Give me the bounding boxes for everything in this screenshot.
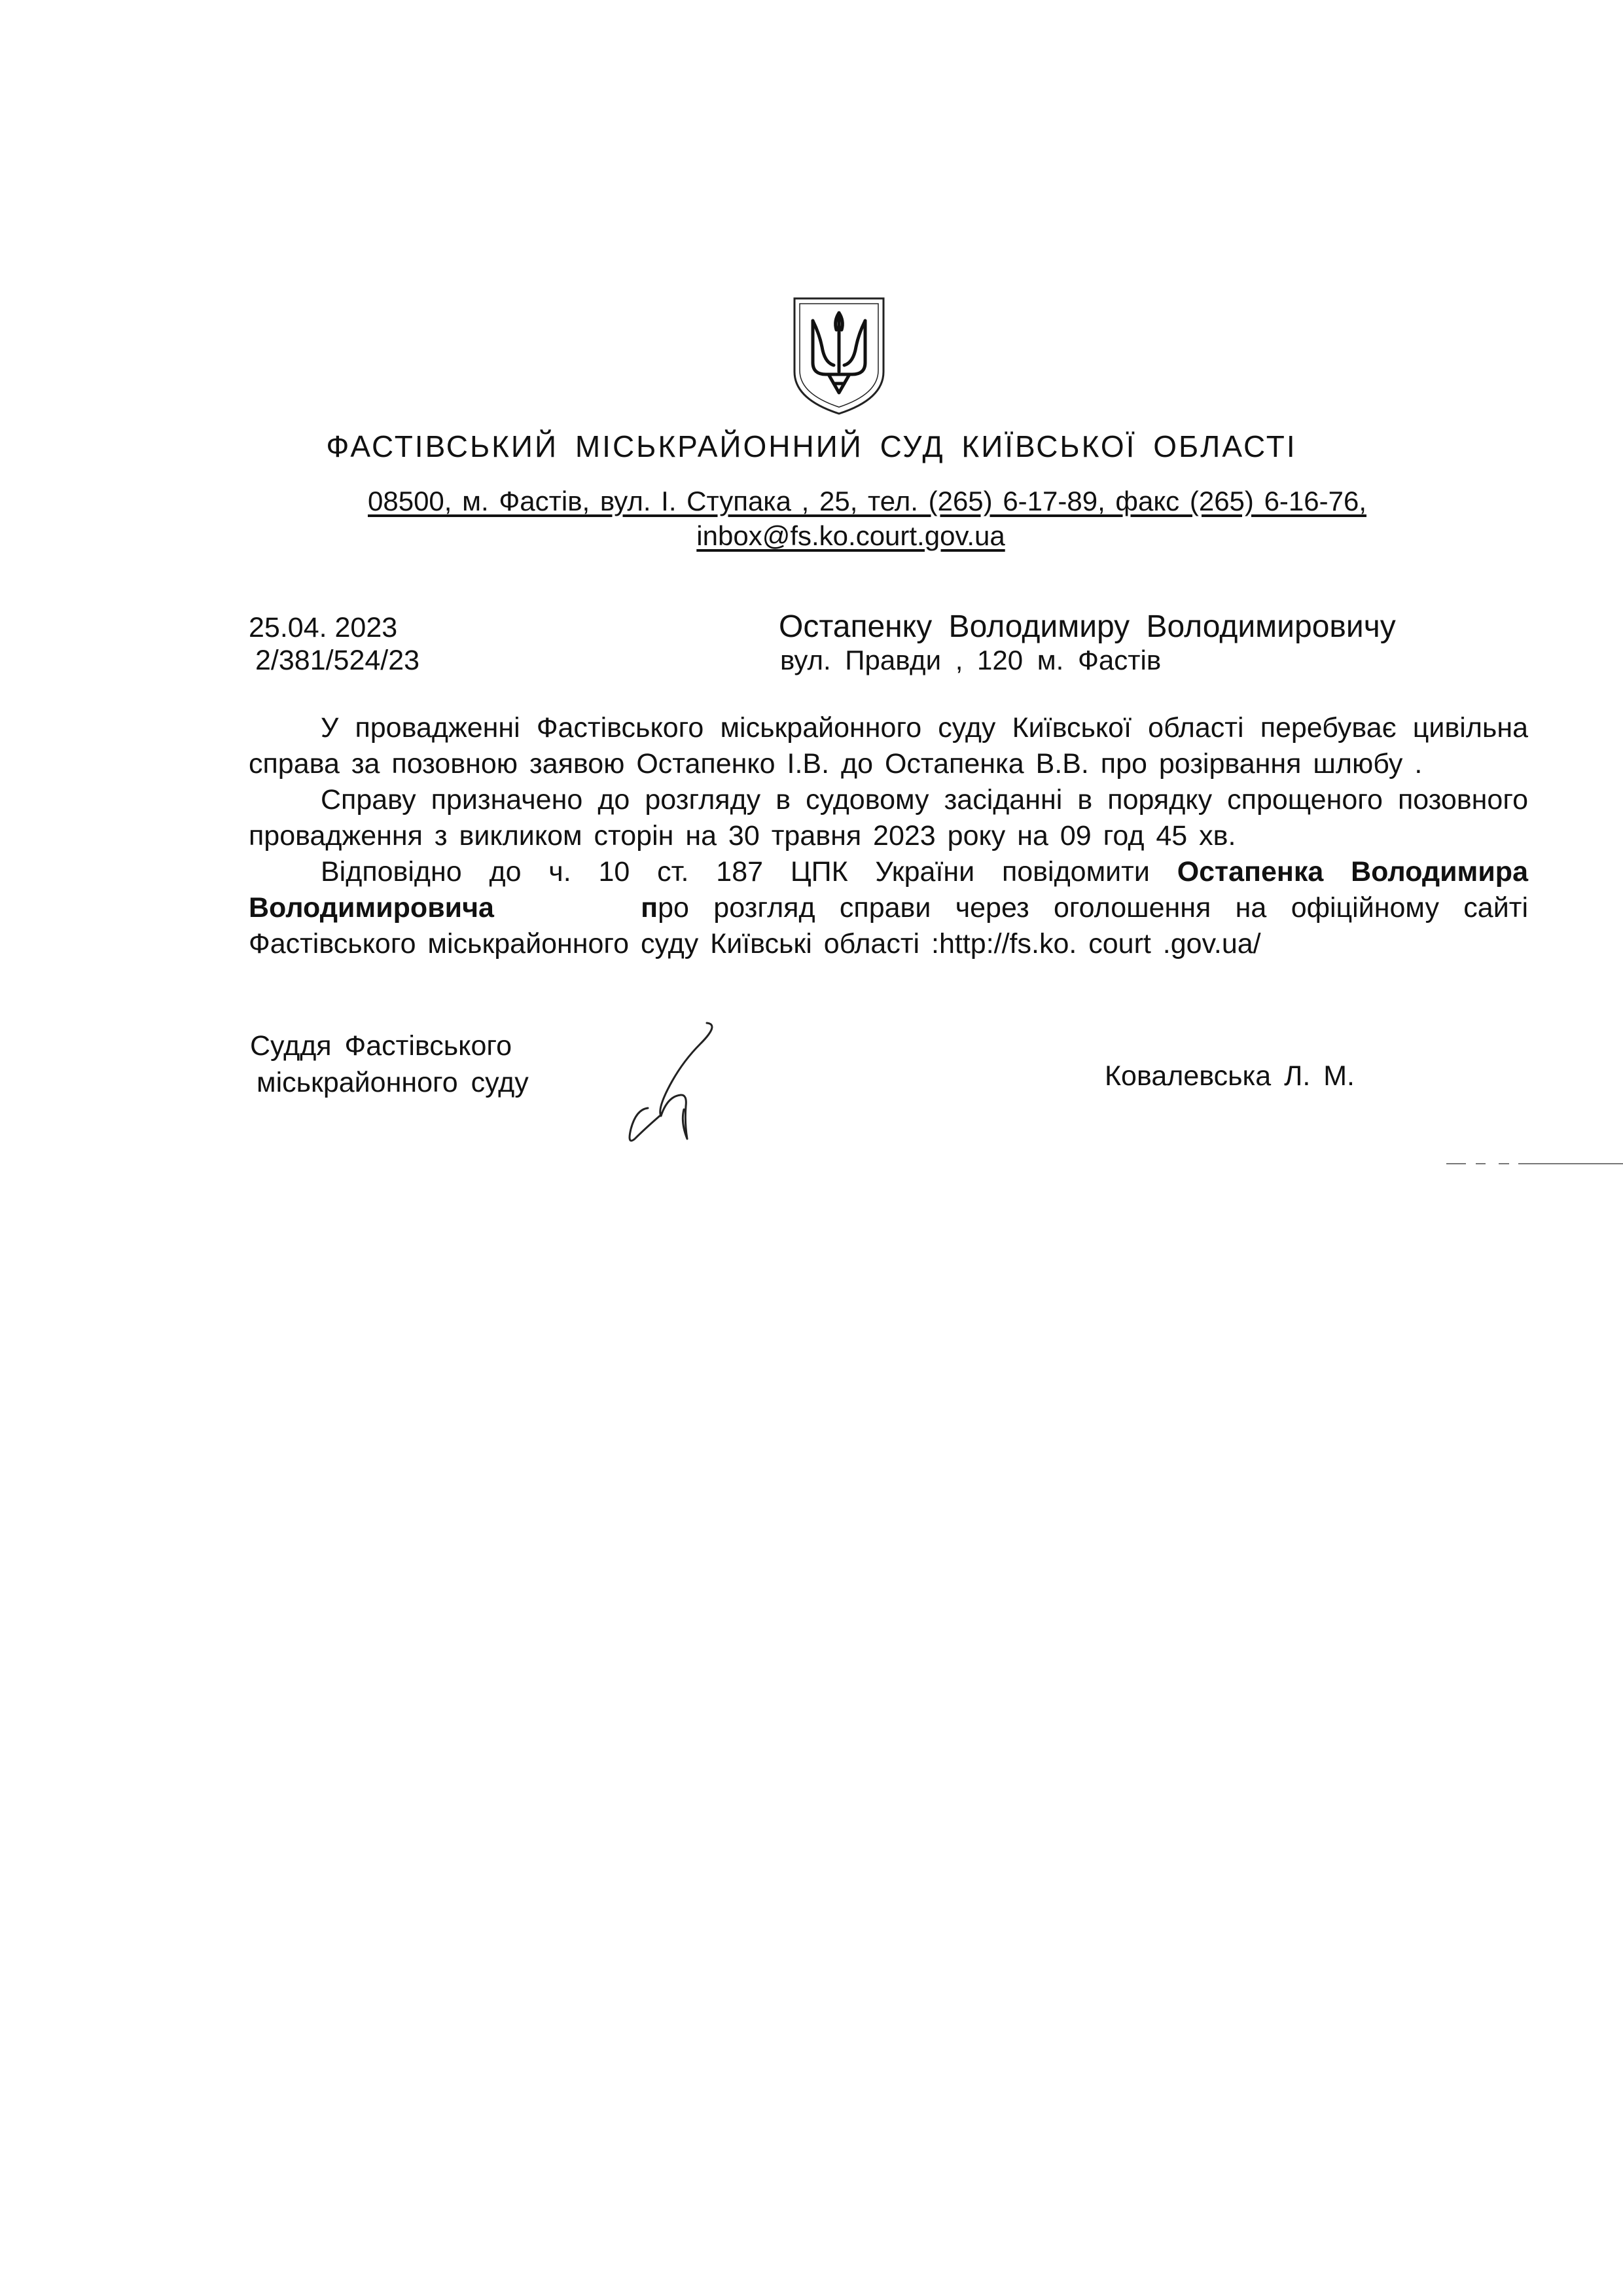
judge-name: Ковалевська Л. М.: [1105, 1060, 1355, 1092]
body-paragraph-3: [249, 854, 1528, 962]
court-address: [0, 486, 1623, 517]
document-date: 25.04. 2023: [249, 612, 398, 643]
signer-role-line-2: міськрайонного суду: [257, 1067, 529, 1098]
bold-letter: п: [641, 892, 658, 924]
recipient-address: вул. Правди , 120 м. Фастів: [780, 645, 1162, 675]
signer-role: [250, 1028, 529, 1101]
recipient-name: Остапенку Володимиру Володимировичу: [779, 609, 1396, 644]
court-name: ФАСТІВСЬКИЙ МІСЬКРАЙОННИЙ СУД КИЇВСЬКОЇ ОБЛАСТІ: [326, 429, 1297, 463]
trident-coat-of-arms-icon: [791, 295, 887, 416]
scan-artifact-line: [1446, 1162, 1623, 1166]
body-paragraph-2: Справу призначено до розгляду в судовому засіданні в порядку спрощеного позовного провадження з викликом сторін на 30 травня 2023 року на 09 год 45 хв.: [249, 784, 1528, 852]
court-email: inbox@fs.ko.court.gov.ua: [696, 520, 1005, 551]
paragraph-3-start: Відповідно до ч. 10 ст. 187 ЦПК України повідомити: [321, 856, 1177, 888]
court-address-text: 08500, м. Фастів, вул. І. Ступака , 25, тел. (265) 6-17-89, факс (265) 6-16-76,: [368, 486, 1366, 516]
body-paragraph-1: У провадженні Фастівського міськрайонного суду Київської області перебуває цивільна справа за позовною заявою Остапенко І.В. до Остапенка В.В. про розірвання шлюбу .: [249, 712, 1528, 780]
case-number: 2/381/524/23: [255, 645, 420, 676]
defendant-name: Остапенка Володимира Володимировича: [249, 856, 1528, 924]
handwritten-signature-icon: [622, 1018, 726, 1149]
letter-body: [249, 710, 1528, 962]
signer-role-line-1: Суддя Фастівського: [250, 1030, 512, 1062]
paragraph-3-end: ро розгляд справи через оголошення на офіційному сайті Фастівського міськрайонного суду Київські області :http://fs.ko. court .gov.ua/: [249, 892, 1528, 960]
